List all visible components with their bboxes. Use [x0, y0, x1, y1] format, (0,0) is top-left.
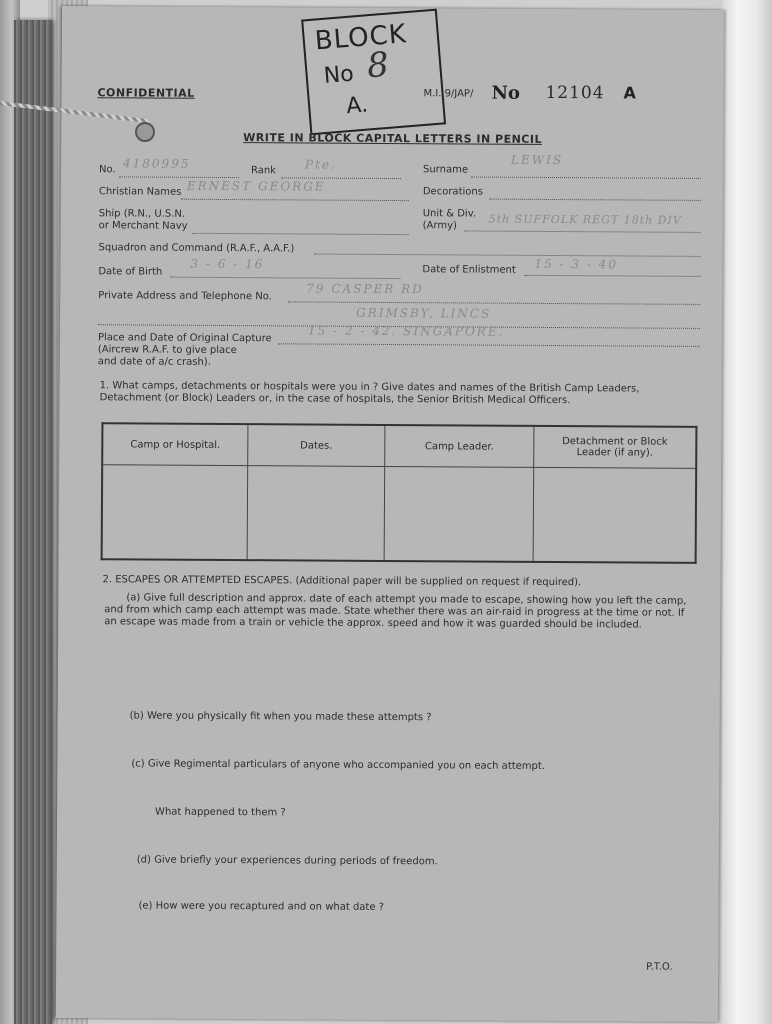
squadron-line: [314, 254, 700, 257]
address-value-1: 79 CASPER RD: [306, 281, 424, 297]
unit-label-2: (Army): [422, 220, 457, 232]
unit-line: [465, 230, 701, 232]
no-value: 4180995: [122, 156, 191, 171]
block-stamp: [301, 9, 446, 136]
rank-value: Pte.: [304, 157, 337, 172]
question-2c: (c) Give Regimental particulars of anyone who accompanied you on each attempt.: [131, 758, 546, 772]
camps-table: [101, 422, 698, 564]
ship-label-1: Ship (R.N., U.S.N.: [98, 208, 186, 220]
stamp-no: No: [322, 61, 355, 89]
stamp-number: 8: [365, 44, 391, 87]
decorations-label: Decorations: [422, 186, 483, 198]
stamp-letter: A.: [345, 92, 369, 120]
address-line-1: [288, 301, 700, 305]
form-sheet: [56, 6, 724, 1022]
unit-label-1: Unit & Div.: [422, 208, 477, 220]
question-1: 1. What camps, detachments or hospitals were you in ? Give dates and names of the British Camp Leaders, Detachment (or Block) Leaders or, in the case of hospitals, the Senior British Medical Officers.: [99, 380, 640, 407]
cell-leader: [384, 466, 534, 561]
ship-label-2: or Merchant Navy: [98, 220, 188, 232]
enlistment-value: 15 - 3 - 40: [534, 256, 619, 272]
dob-value: 3 - 6 - 16: [190, 256, 265, 272]
binding-spine: [14, 20, 52, 1024]
header-detachment-line2: Leader (if any).: [576, 447, 653, 459]
decorations-line: [489, 199, 701, 201]
squadron-label: Squadron and Command (R.A.F., A.A.F.): [98, 242, 295, 255]
christian-names-label: Christian Names: [98, 186, 182, 198]
serial-suffix: A: [623, 83, 636, 103]
question-2c-sub: What happened to them ?: [155, 806, 286, 819]
question-2b: (b) Were you physically fit when you made these attempts ?: [129, 710, 432, 724]
enlistment-line: [524, 275, 700, 277]
rank-label: Rank: [250, 165, 277, 177]
cell-detachment: [533, 467, 696, 562]
cell-dates: [247, 466, 385, 561]
capture-label-2: (Aircrew R.A.F. to give place: [97, 344, 237, 357]
page-edge-right: [722, 0, 772, 1024]
christian-names-line: [181, 199, 409, 201]
no-label: No.: [98, 164, 116, 176]
capture-label-3: and date of a/c crash).: [97, 356, 211, 368]
header-detachment: [534, 426, 697, 468]
header-dates: Dates.: [248, 424, 385, 466]
cell-camp: [102, 465, 248, 560]
capture-line: [278, 343, 700, 347]
reference-code: M.I. 9/JAP/: [423, 88, 474, 100]
punch-hole: [135, 122, 155, 142]
instruction-heading: WRITE IN BLOCK CAPITAL LETTERS IN PENCIL: [243, 131, 543, 146]
header-camp: Camp or Hospital.: [102, 423, 248, 465]
stamp-block: BLOCK: [313, 19, 408, 57]
question-2: 2. ESCAPES OR ATTEMPTED ESCAPES. (Additional paper will be supplied on request if required).: [102, 574, 582, 589]
christian-names-value: ERNEST GEORGE: [186, 178, 326, 194]
header-detachment-line1: Detachment or Block: [562, 436, 668, 448]
surname-line: [471, 177, 701, 179]
dob-label: Date of Birth: [98, 266, 163, 278]
serial-no-label: No: [491, 82, 521, 104]
dob-line: [170, 277, 400, 279]
enlistment-label: Date of Enlistment: [422, 264, 516, 276]
camps-table-header: [102, 423, 696, 468]
no-line: [119, 176, 239, 178]
address-label: Private Address and Telephone No.: [98, 290, 272, 303]
serial-number: 12104: [545, 82, 605, 104]
unit-value: 5th SUFFOLK REGT 18th DIV: [488, 212, 682, 227]
header-camp-leader: Camp Leader.: [385, 425, 534, 467]
question-2d: (d) Give briefly your experiences during periods of freedom.: [136, 854, 438, 868]
pto-label: P.T.O.: [646, 961, 673, 973]
surname-label: Surname: [422, 164, 469, 176]
question-2a: (a) Give full description and approx. date of each attempt you made to escape, showing how you left the camp, and from which camp each attempt was made. State whether there was an air-raid in progress at the time or not. If an escape was made from a train or vehicle the approx. speed and how it was guarded should be included.: [104, 592, 687, 631]
address-value-2: GRIMSBY, LINCS: [356, 305, 492, 321]
capture-label-1: Place and Date of Original Capture: [97, 332, 272, 345]
camps-table-row: [102, 465, 697, 563]
ship-line: [193, 233, 409, 235]
question-2e: (e) How were you recaptured and on what date ?: [138, 900, 385, 913]
capture-value: 15 - 2 - 42. SINGAPORE.: [307, 323, 505, 339]
surname-value: LEWIS: [511, 152, 564, 168]
confidential-label: CONFIDENTIAL: [97, 86, 195, 100]
